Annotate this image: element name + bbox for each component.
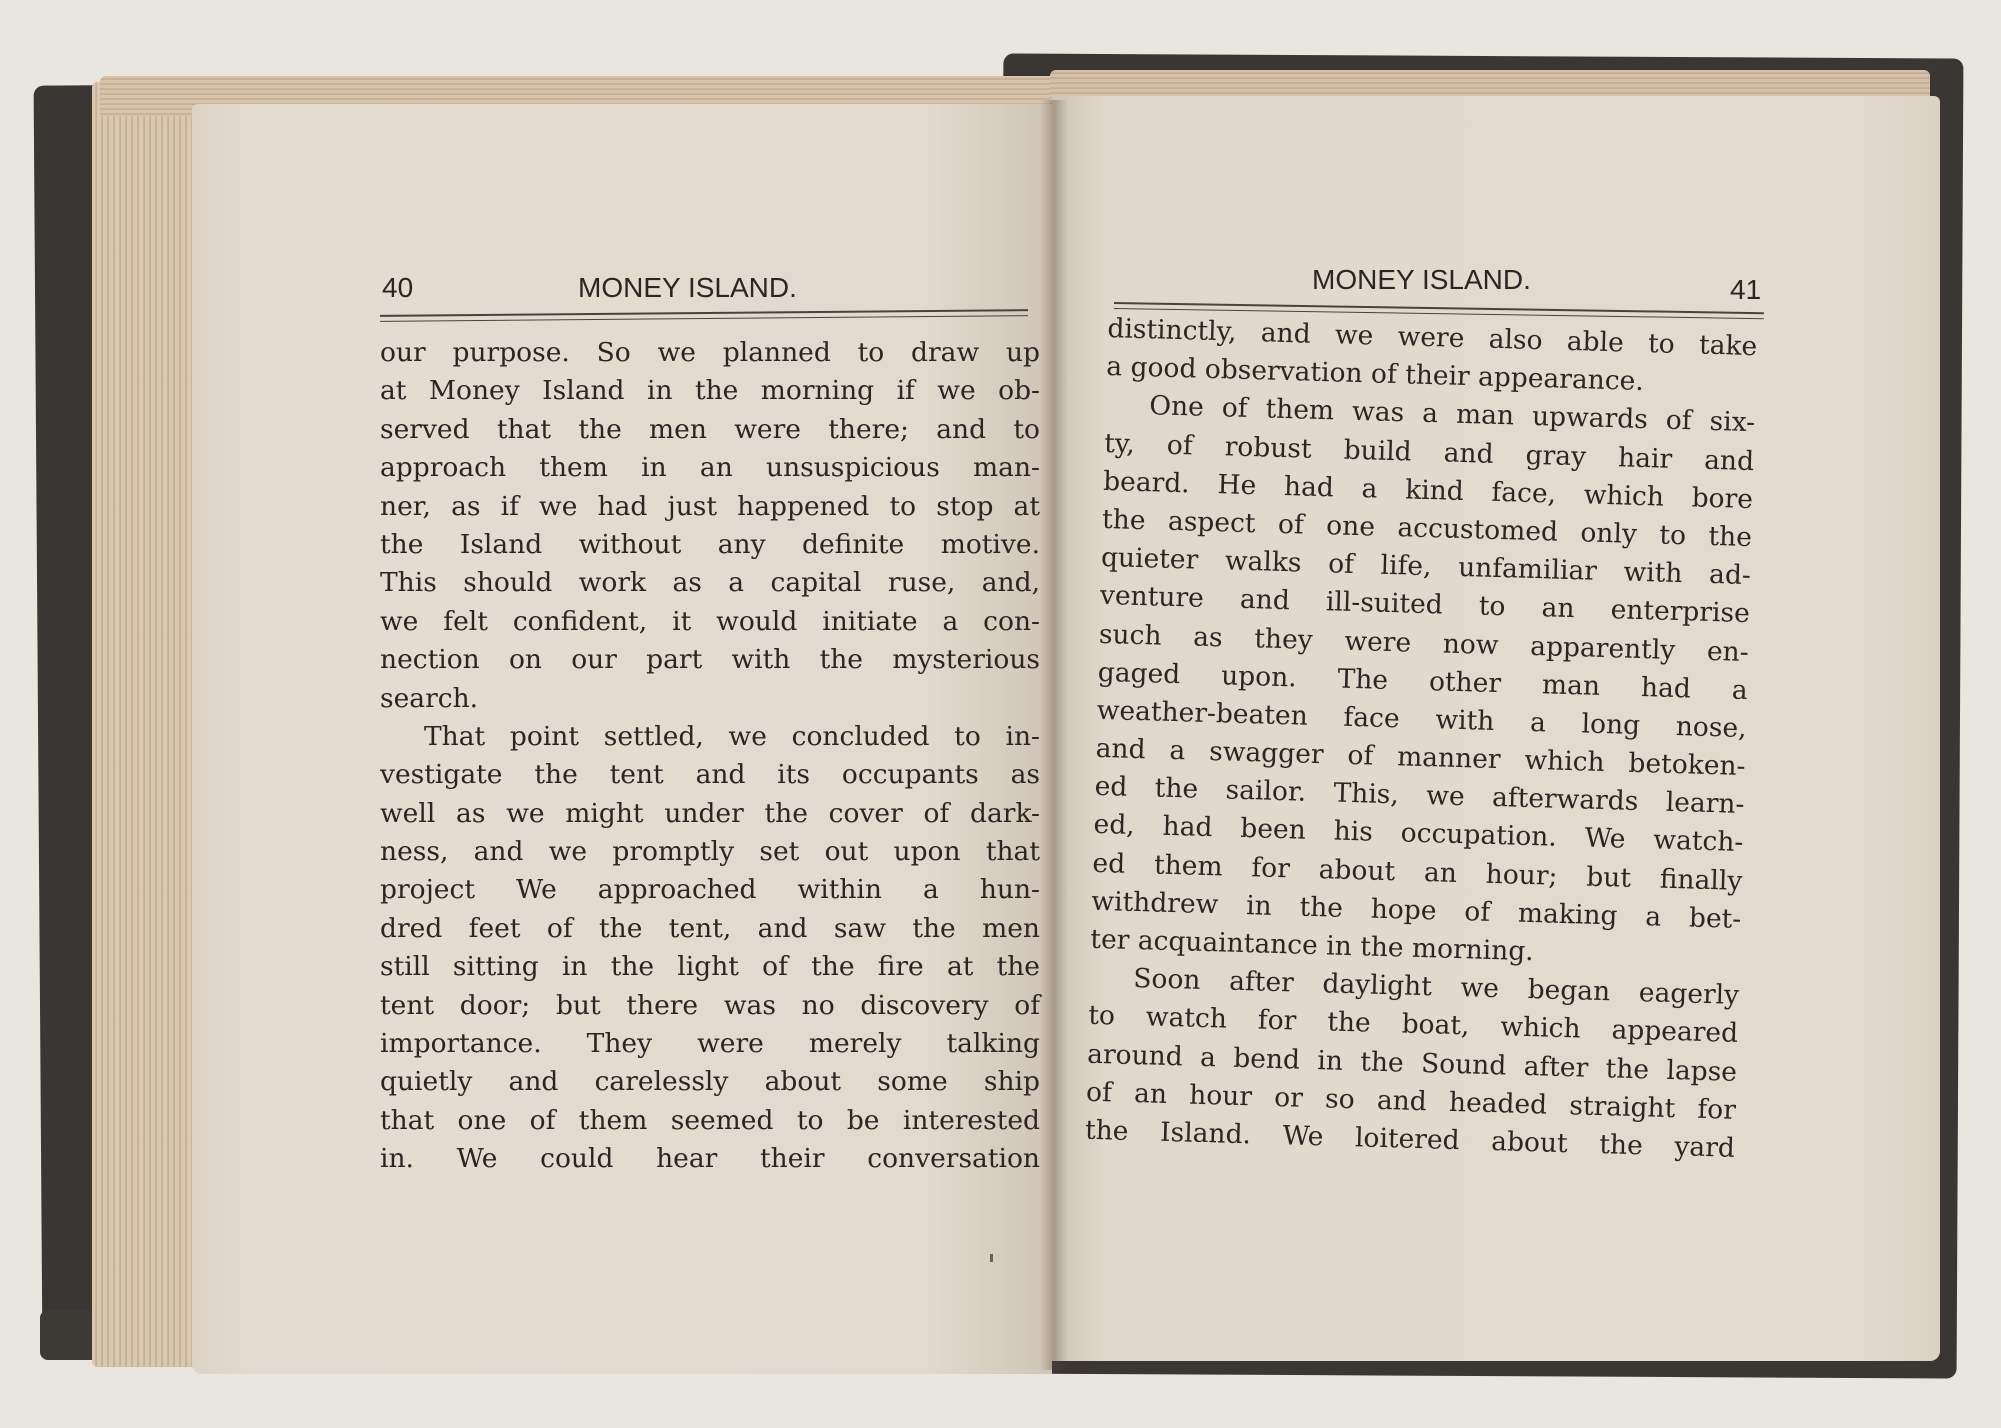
text-line: the Island without any definite motive. [380,528,1040,560]
text-line: quieter walks of life, unfamiliar with ad- [1100,542,1752,592]
text-line: ty, of robust build and gray hair and [1103,427,1755,477]
text-line: ter acquaintance in the morning. [1089,923,1535,968]
text-line: ed, had been his occupation. We watch- [1093,809,1744,859]
text-line: One of them was a man upwards of six- [1148,390,1756,439]
text-line: nection on our part with the mysterious [380,644,1040,676]
text-line: Soon after daylight we began eagerly [1132,963,1740,1012]
text-line: still sitting in the light of the fire at the [380,951,1040,983]
text-line: dred feet of the tent, and saw the men [380,912,1040,944]
right-page-number: 41 [1730,274,1762,305]
text-line: venture and ill-suited to an enterprise [1099,580,1751,630]
text-line: weather-beaten face with a long nose, [1096,694,1748,744]
text-line: ness, and we promptly set out upon that [380,836,1040,868]
text-line: project We approached within a hun- [380,874,1040,906]
text-line: of an hour or so and headed straight for [1085,1076,1737,1126]
text-line: a good observation of their appearance. [1105,351,1645,398]
text-line: such as they were now apparently en- [1098,618,1750,668]
text-line: distinctly, and we were also able to take [1107,312,1758,363]
right-page-text [1085,310,1758,1168]
text-line: ner, as if we had just happened to stop at [380,490,1040,522]
text-line: the aspect of one accustomed only to the [1101,503,1753,553]
text-line: withdrew in the hope of making a bet- [1091,885,1742,935]
text-line: the Island. We loitered about the yard [1084,1114,1736,1164]
text-line: approach them in an unsuspicious man- [380,452,1040,484]
text-line: and a swagger of manner which betoken- [1095,732,1746,783]
text-line: ed the sailor. This, we afterwards learn- [1094,771,1745,821]
text-line: beard. He had a kind face, which bore [1102,465,1754,515]
text-line: ed them for about an hour; but finally [1092,847,1743,897]
text-line: served that the men were there; and to [380,413,1040,445]
text-line: that one of them seemed to be interested [380,1104,1040,1136]
text-line: well as we might under the cover of dark- [380,797,1040,829]
text-line: search. [380,682,479,714]
text-line: This should work as a capital ruse, and, [380,567,1040,599]
right-running-title: MONEY ISLAND. [1312,264,1531,295]
left-running-title: MONEY ISLAND. [578,272,797,303]
paper-speck [990,1254,993,1262]
text-line: at Money Island in the morning if we ob- [380,375,1040,407]
text-line: That point settled, we concluded to in- [424,720,1040,752]
text-line: quietly and carelessly about some ship [380,1066,1040,1098]
left-page-number: 40 [382,272,414,303]
text-line: gaged upon. The other man had a [1097,656,1749,706]
left-page-text [380,334,1040,1179]
text-line: tent door; but there was no discovery of [380,989,1040,1021]
text-line: vestigate the tent and its occupants as [380,759,1040,791]
text-line: importance. They were merely talking [380,1028,1040,1060]
text-line: around a bend in the Sound after the lapse [1086,1038,1738,1088]
text-line: to watch for the boat, which appeared [1087,1000,1739,1050]
text-line: our purpose. So we planned to draw up [380,337,1040,368]
text-line: we felt confident, it would initiate a con- [380,605,1040,637]
text-line: in. We could hear their conversation [380,1143,1040,1175]
book-gutter [1040,100,1068,1370]
